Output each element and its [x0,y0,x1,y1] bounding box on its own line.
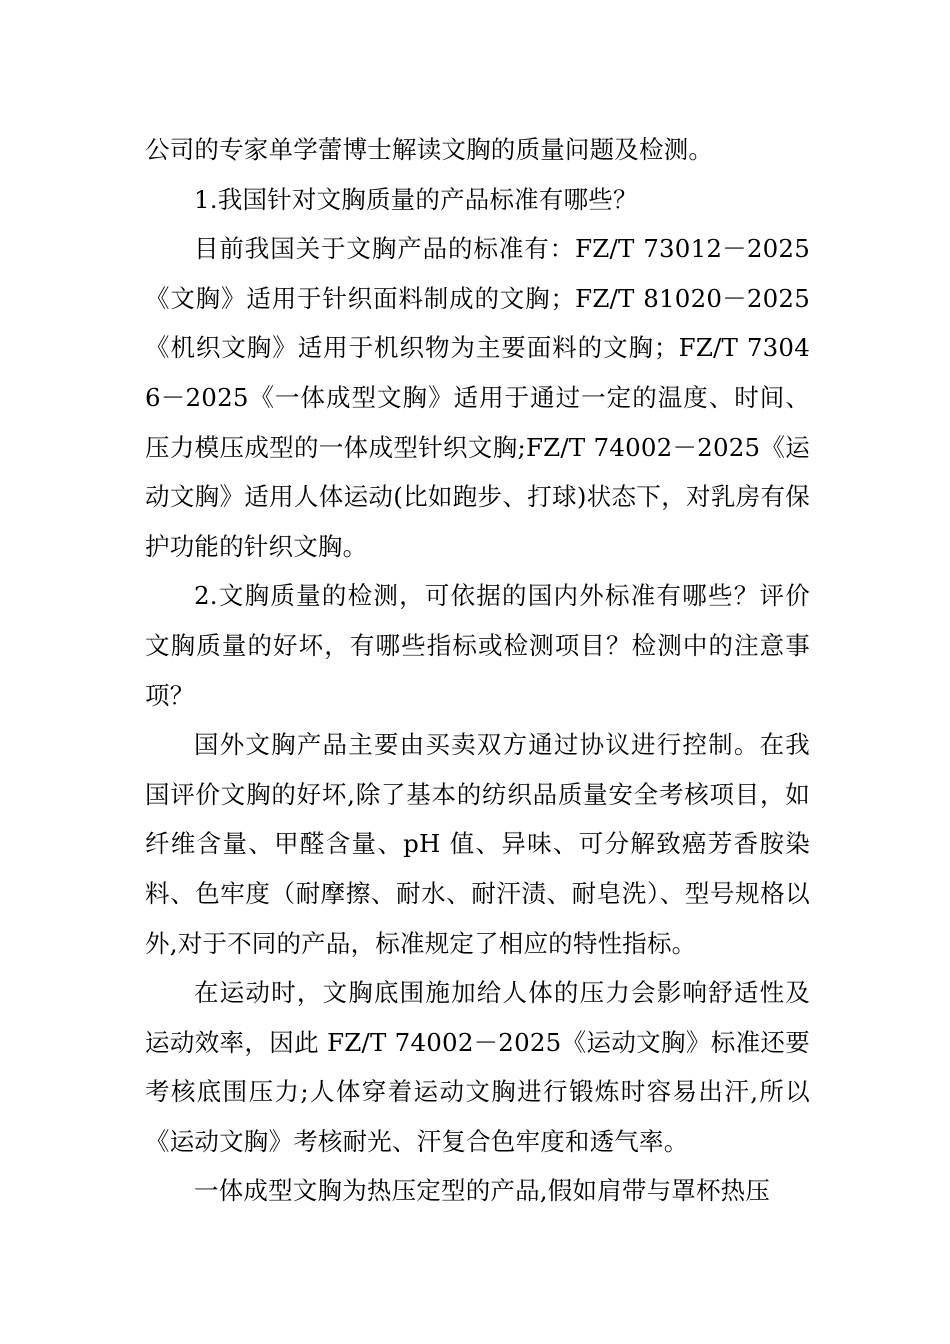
paragraph-question-1: 1.我国针对文胸质量的产品标准有哪些？ [194,184,638,214]
paragraph-intro: 公司的专家单学蕾博士解读文胸的质量问题及检测。 [145,135,714,164]
paragraph-sports-bra: 在运动时，文胸底围施加给人体的压力会影响舒适性及运动效率，因此 FZ/T 74002－2025《运动文胸》标准还要考核底围压力;人体穿着运动文胸进行锻炼时容易出汗,所以《运动文胸》考核耐光、汗复合色牢度和透气率。 [145,978,810,1156]
paragraph-question-2: 2.文胸质量的检测，可依据的国内外标准有哪些？评价文胸质量的好坏，有哪些指标或检测项目？检测中的注意事项？ [145,581,810,710]
document-body [145,125,810,1216]
paragraph-evaluation: 国外文胸产品主要由买卖双方通过协议进行控制。在我国评价文胸的好坏,除了基本的纺织品质量安全考核项目，如纤维含量、甲醛含量、pH 值、异味、可分解致癌芳香胺染料、色牢度（耐摩擦、耐水、耐汗渍、耐皂洗）、型号规格以外,对于不同的产品，标准规定了相应的特性指标。 [145,730,810,958]
paragraph-molded-bra: 一体成型文胸为热压定型的产品,假如肩带与罩杯热压 [194,1176,771,1206]
paragraph-standards: 目前我国关于文胸产品的标准有：FZ/T 73012－2025《文胸》适用于针织面料制成的文胸；FZ/T 81020－2025《机织文胸》适用于机织物为主要面料的文胸；FZ/T 73046－2025《一体成型文胸》适用于通过一定的温度、时间、压力模压成型的一体成型针织文胸;FZ/T 74002－2025《运动文胸》适用人体运动(比如跑步、打球)状态下，对乳房有保护功能的针织文胸。 [145,234,810,561]
